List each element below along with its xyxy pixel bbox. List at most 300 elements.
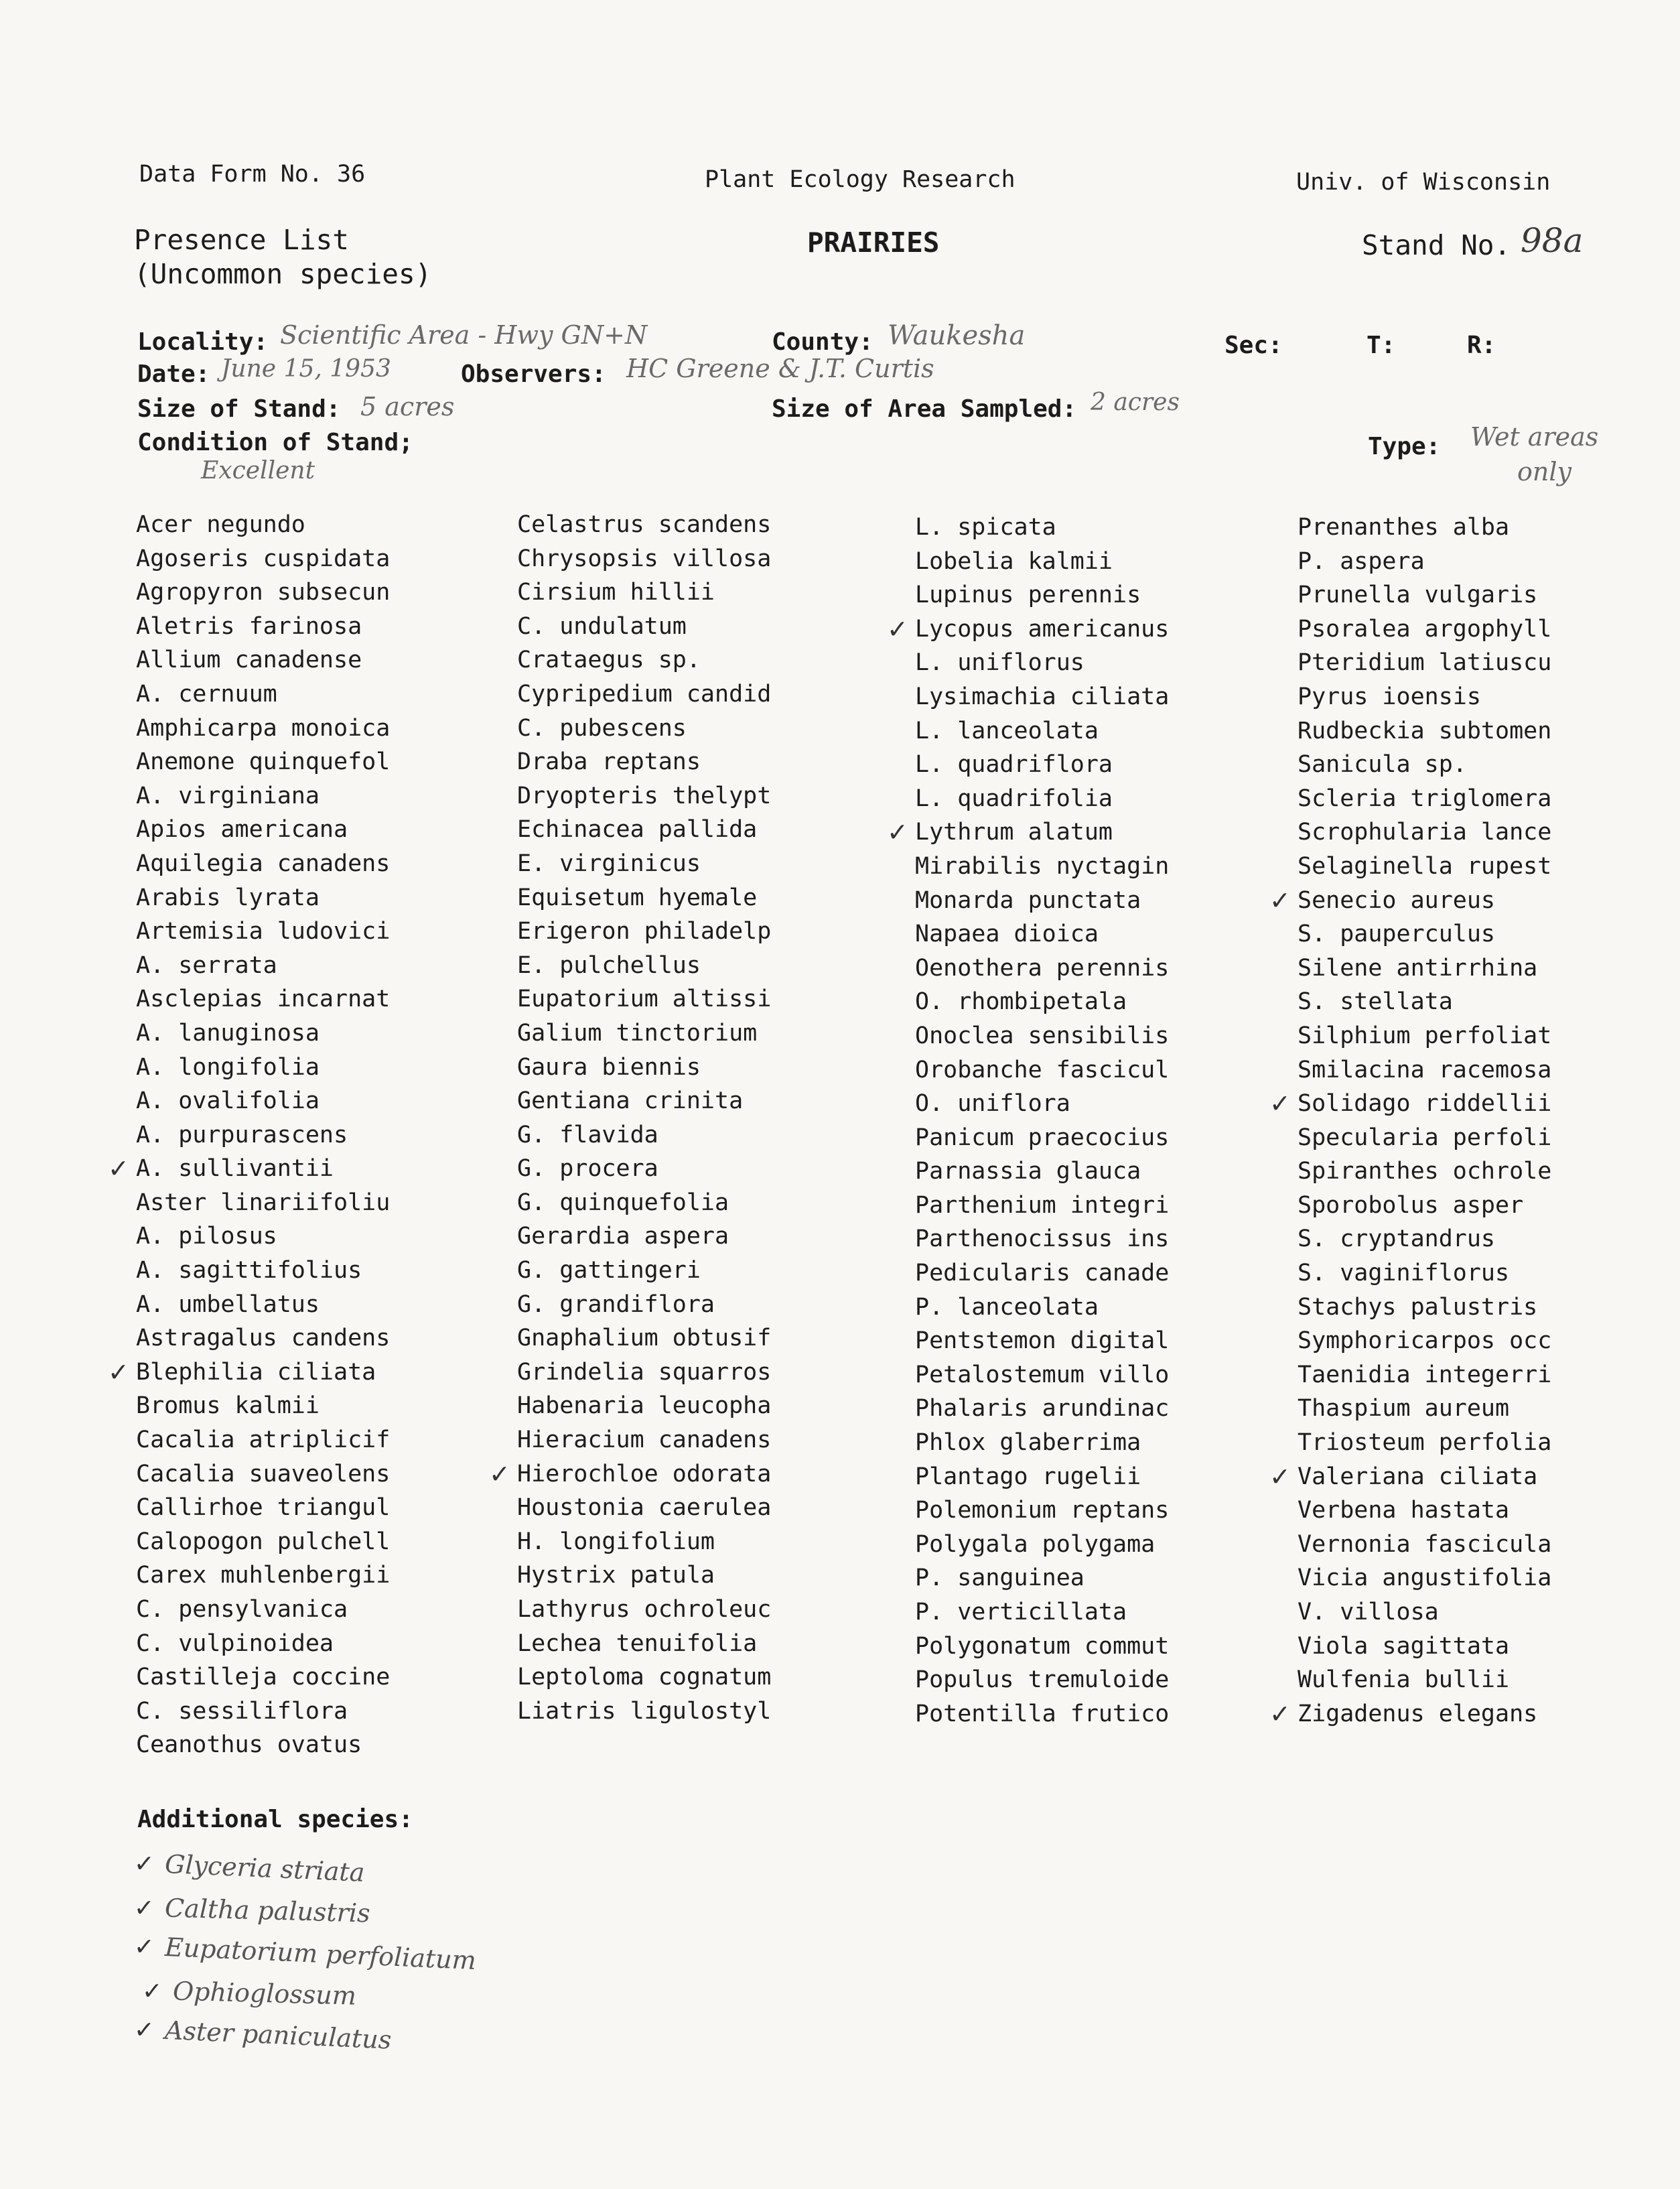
species-name: Silphium perfoliat xyxy=(1298,1022,1552,1049)
list-subtitle: (Uncommon species) xyxy=(134,258,432,290)
species-name: Senecio aureus xyxy=(1298,886,1496,914)
species-name: Eupatorium altissi xyxy=(517,986,772,1013)
species-item xyxy=(517,712,771,746)
check-mark-icon: ✓ xyxy=(1269,885,1291,915)
species-item xyxy=(915,850,1169,884)
species-name: Panicum praecocius xyxy=(915,1124,1170,1151)
species-name: Aquilegia canadens xyxy=(136,850,391,877)
species-item xyxy=(517,1118,771,1152)
species-item xyxy=(108,1355,390,1390)
species-name: Galium tinctorium xyxy=(517,1019,758,1047)
form-number: Data Form No. 36 xyxy=(139,161,366,188)
species-item xyxy=(136,949,390,983)
species-name: Parthenocissus ins xyxy=(915,1225,1170,1253)
species-item xyxy=(136,813,390,847)
check-mark-icon: ✓ xyxy=(108,1357,129,1387)
species-item xyxy=(136,1491,390,1525)
species-item xyxy=(1298,1630,1551,1664)
species-item xyxy=(517,881,771,915)
species-name: H. longifolium xyxy=(517,1528,715,1555)
species-column-3 xyxy=(887,511,1170,1731)
species-item xyxy=(136,1016,390,1051)
additional-species-list xyxy=(134,1849,476,2057)
species-name: S. pauperculus xyxy=(1298,921,1496,948)
species-name: Stachys palustris xyxy=(1298,1293,1538,1321)
check-mark-icon: ✓ xyxy=(141,1977,163,2006)
species-item xyxy=(915,1595,1169,1630)
species-item xyxy=(915,917,1169,951)
species-name: Parthenium integri xyxy=(915,1191,1170,1219)
species-item xyxy=(915,680,1169,714)
observers-value: HC Greene & J.T. Curtis xyxy=(626,354,934,383)
species-name: Prenanthes alba xyxy=(1298,514,1510,541)
species-item xyxy=(136,712,390,746)
species-item xyxy=(915,748,1169,782)
species-name: Lysimachia ciliata xyxy=(915,683,1170,710)
species-name: Verbena hastata xyxy=(1298,1497,1510,1524)
species-item xyxy=(915,1697,1169,1731)
species-name: Celastrus scandens xyxy=(517,511,772,538)
check-mark-icon: ✓ xyxy=(887,614,908,644)
species-item xyxy=(136,643,390,677)
species-item xyxy=(915,951,1169,986)
species-item xyxy=(1298,1426,1551,1460)
species-name: Dryopteris thelypt xyxy=(517,782,772,809)
species-item xyxy=(1298,1528,1551,1562)
species-item xyxy=(136,915,390,949)
species-name: Gentiana crinita xyxy=(517,1087,744,1115)
species-item xyxy=(136,1186,390,1220)
species-item xyxy=(136,1627,390,1661)
species-item xyxy=(517,949,771,983)
species-item xyxy=(136,1695,390,1729)
species-item xyxy=(136,779,390,813)
species-item xyxy=(136,1457,390,1491)
species-item xyxy=(517,1423,771,1457)
species-item xyxy=(915,1358,1169,1392)
species-item xyxy=(136,982,390,1016)
species-item xyxy=(1269,1460,1551,1494)
species-name: Cirsium hillii xyxy=(517,579,715,606)
species-name: Parnassia glauca xyxy=(915,1158,1141,1185)
species-item xyxy=(489,1457,772,1491)
species-name: C. vulpinoidea xyxy=(136,1630,334,1657)
species-name: O. uniflora xyxy=(915,1090,1070,1118)
species-item xyxy=(517,1525,771,1559)
species-item xyxy=(136,1254,390,1288)
species-name: Callirhoe triangul xyxy=(136,1494,391,1522)
species-item xyxy=(915,511,1169,545)
species-item xyxy=(1298,815,1551,850)
species-item xyxy=(915,884,1169,918)
species-item xyxy=(517,915,771,949)
species-name: C. undulatum xyxy=(517,612,687,640)
species-name: Apios americana xyxy=(136,816,348,844)
species-name: Agoseris cuspidata xyxy=(136,545,391,572)
species-name: Napaea dioica xyxy=(915,921,1099,948)
species-item xyxy=(1298,578,1551,612)
check-mark-icon: ✓ xyxy=(887,817,908,848)
species-item xyxy=(1298,1392,1551,1426)
species-name: Plantago rugelii xyxy=(915,1463,1141,1490)
species-item xyxy=(517,643,771,677)
species-name: Lobelia kalmii xyxy=(915,547,1113,575)
species-item xyxy=(517,1051,771,1085)
species-name: Potentilla frutico xyxy=(915,1700,1170,1727)
species-name: Erigeron philadelp xyxy=(517,918,772,945)
t-label: T: xyxy=(1367,332,1396,359)
species-item xyxy=(915,1324,1169,1358)
species-item xyxy=(136,677,390,712)
species-item xyxy=(517,779,771,813)
species-name: Wulfenia bullii xyxy=(1298,1666,1510,1694)
species-name: A. virginiana xyxy=(136,782,320,809)
species-name: Gerardia aspera xyxy=(517,1223,729,1250)
species-name: Equisetum hyemale xyxy=(517,884,758,911)
species-item xyxy=(1298,1290,1551,1325)
species-item xyxy=(136,508,390,542)
check-mark-icon: ✓ xyxy=(1269,1461,1291,1491)
species-item xyxy=(1269,1087,1552,1121)
stand-value: 98a xyxy=(1521,221,1584,260)
species-name: Calopogon pulchell xyxy=(136,1528,391,1555)
observers-label: Observers: xyxy=(461,360,606,388)
species-item xyxy=(915,1460,1169,1494)
species-item xyxy=(1298,1154,1551,1189)
species-item xyxy=(136,1423,390,1457)
species-item xyxy=(1298,782,1551,816)
species-item xyxy=(517,576,771,610)
date-label: Date: xyxy=(137,360,210,388)
species-item xyxy=(136,1321,390,1355)
species-item xyxy=(517,813,771,847)
species-name: Viola sagittata xyxy=(1298,1632,1510,1660)
species-item xyxy=(517,1627,771,1661)
check-mark-icon: ✓ xyxy=(489,1459,510,1489)
species-item xyxy=(517,508,771,542)
species-name: Selaginella rupest xyxy=(1298,852,1552,880)
species-name: L. uniflorus xyxy=(915,649,1084,677)
species-item xyxy=(1298,680,1551,714)
species-item xyxy=(136,576,390,610)
size-stand-value: 5 acres xyxy=(360,392,455,421)
species-name: E. virginicus xyxy=(517,850,701,877)
size-stand-label: Size of Stand: xyxy=(137,395,341,423)
species-item xyxy=(136,1288,390,1322)
species-item xyxy=(887,612,1170,647)
species-name: Liatris ligulostyl xyxy=(517,1697,772,1725)
species-name: Valeriana ciliata xyxy=(1298,1463,1538,1490)
species-name: L. spicata xyxy=(915,514,1056,541)
species-name: A. lanuginosa xyxy=(136,1019,320,1047)
species-name: Triosteum perfolia xyxy=(1298,1429,1552,1457)
size-area-value: 2 acres xyxy=(1091,389,1180,416)
species-name: Vicia angustifolia xyxy=(1298,1565,1552,1592)
species-name: P. aspera xyxy=(1298,547,1425,575)
species-name: V. villosa xyxy=(1298,1599,1439,1626)
species-name: Phlox glaberrima xyxy=(915,1429,1141,1457)
species-item xyxy=(517,1288,771,1322)
species-name: A. sagittifolius xyxy=(136,1257,362,1284)
species-name: A. umbellatus xyxy=(136,1290,320,1318)
species-name: G. quinquefolia xyxy=(517,1189,729,1216)
species-item xyxy=(136,745,390,779)
species-name: Habenaria leucopha xyxy=(517,1392,772,1420)
species-item xyxy=(915,545,1169,579)
species-item xyxy=(517,1152,771,1186)
category-title: PRAIRIES xyxy=(807,226,940,259)
species-name: Polemonium reptans xyxy=(915,1497,1170,1524)
species-item xyxy=(136,1593,390,1627)
additional-species-name: Aster paniculatus xyxy=(164,2015,393,2055)
check-mark-icon: ✓ xyxy=(133,2015,155,2045)
species-name: Specularia perfoli xyxy=(1298,1124,1552,1151)
species-item xyxy=(517,847,771,881)
species-item xyxy=(915,1290,1169,1325)
species-item xyxy=(517,610,771,644)
species-name: Grindelia squarros xyxy=(517,1358,772,1386)
species-name: Prunella vulgaris xyxy=(1298,582,1538,609)
species-name: S. stellata xyxy=(1298,988,1453,1016)
species-item xyxy=(915,985,1169,1019)
check-mark-icon: ✓ xyxy=(1269,1699,1291,1729)
species-item xyxy=(915,1154,1169,1189)
species-name: Artemisia ludovici xyxy=(136,918,391,945)
species-column-1 xyxy=(108,508,391,1762)
species-name: Smilacina racemosa xyxy=(1298,1056,1552,1083)
species-name: Hystrix patula xyxy=(517,1562,715,1589)
species-item xyxy=(108,1152,390,1186)
species-item xyxy=(1298,917,1551,951)
species-name: Ceanothus ovatus xyxy=(136,1731,362,1759)
species-name: Pyrus ioensis xyxy=(1298,683,1481,710)
species-item xyxy=(915,1053,1169,1087)
species-name: Cypripedium candid xyxy=(517,680,772,708)
species-name: Mirabilis nyctagin xyxy=(915,852,1170,880)
species-name: Hieracium canadens xyxy=(517,1427,772,1454)
species-item xyxy=(915,1392,1169,1426)
species-name: Rudbeckia subtomen xyxy=(1298,717,1552,744)
species-item xyxy=(136,1219,390,1254)
species-name: C. sessiliflora xyxy=(136,1697,348,1725)
species-name: Solidago riddellii xyxy=(1298,1090,1552,1118)
species-name: Arabis lyrata xyxy=(136,884,320,911)
species-item xyxy=(1298,545,1551,579)
species-name: A. longifolia xyxy=(136,1053,320,1081)
species-item xyxy=(517,1219,771,1254)
species-item xyxy=(915,782,1169,816)
species-column-4 xyxy=(1269,511,1552,1731)
species-name: Carex muhlenbergii xyxy=(136,1562,391,1589)
species-item xyxy=(915,1087,1169,1121)
species-item xyxy=(915,1189,1169,1223)
species-name: Astragalus candens xyxy=(136,1325,391,1352)
species-item xyxy=(915,714,1169,748)
species-item xyxy=(1298,1494,1551,1528)
species-name: O. rhombipetala xyxy=(915,988,1127,1016)
species-item xyxy=(915,1561,1169,1595)
species-name: S. cryptandrus xyxy=(1298,1225,1496,1253)
species-name: Phalaris arundinac xyxy=(915,1395,1170,1422)
date-value: June 15, 1953 xyxy=(221,355,391,383)
stand-label: Stand No. xyxy=(1362,229,1511,261)
species-item xyxy=(1298,612,1551,647)
additional-species-name: Ophioglossum xyxy=(172,1976,357,2011)
species-item xyxy=(517,1084,771,1118)
species-name: Anemone quinquefol xyxy=(136,748,391,776)
species-name: L. quadriflora xyxy=(915,751,1113,779)
species-item xyxy=(517,1491,771,1525)
species-name: Gnaphalium obtusif xyxy=(517,1325,772,1352)
species-name: Houstonia caerulea xyxy=(517,1494,772,1522)
species-name: Castilleja coccine xyxy=(136,1664,391,1691)
species-name: Polygonatum commut xyxy=(915,1632,1170,1660)
species-name: Petalostemum villo xyxy=(915,1361,1170,1388)
species-item xyxy=(1298,1222,1551,1256)
species-name: Echinacea pallida xyxy=(517,816,758,844)
species-name: Pteridium latiuscu xyxy=(1298,649,1552,677)
locality-value: Scientific Area - Hwy GN+N xyxy=(280,320,648,350)
species-name: Asclepias incarnat xyxy=(136,986,391,1013)
species-item xyxy=(915,1663,1169,1697)
additional-species-name: Caltha palustris xyxy=(164,1893,371,1928)
species-item xyxy=(1298,1358,1551,1392)
species-name: Gaura biennis xyxy=(517,1053,701,1081)
species-item xyxy=(517,1016,771,1051)
species-item xyxy=(1298,951,1551,986)
species-name: Lathyrus ochroleuc xyxy=(517,1596,772,1623)
species-item xyxy=(517,542,771,576)
condition-label: Condition of Stand; xyxy=(137,429,413,456)
species-name: Scrophularia lance xyxy=(1298,819,1552,846)
species-name: C. pubescens xyxy=(517,714,687,742)
species-item xyxy=(517,745,771,779)
species-item xyxy=(915,646,1169,680)
species-name: Pentstemon digital xyxy=(915,1327,1170,1355)
species-item xyxy=(517,1321,771,1355)
species-item xyxy=(1298,1561,1551,1595)
species-name: G. gattingeri xyxy=(517,1257,701,1284)
species-item xyxy=(887,815,1169,850)
species-name: Bromus kalmii xyxy=(136,1392,320,1420)
species-name: Monarda punctata xyxy=(915,886,1141,914)
size-area-label: Size of Area Sampled: xyxy=(772,395,1077,423)
species-item xyxy=(517,1593,771,1627)
species-item xyxy=(136,1084,390,1118)
species-name: Polygala polygama xyxy=(915,1530,1156,1558)
species-item xyxy=(915,1256,1169,1290)
additional-species-name: Eupatorium perfoliatum xyxy=(164,1932,477,1976)
species-name: Taenidia integerri xyxy=(1298,1361,1552,1388)
species-item xyxy=(517,982,771,1016)
species-name: L. quadrifolia xyxy=(915,785,1113,812)
species-item xyxy=(1298,1324,1551,1358)
species-name: G. procera xyxy=(517,1155,658,1183)
species-name: Spiranthes ochrole xyxy=(1298,1158,1552,1185)
species-item xyxy=(915,1630,1169,1664)
species-item xyxy=(1269,884,1551,918)
sec-label: Sec: xyxy=(1224,332,1283,359)
species-name: P. sanguinea xyxy=(915,1565,1084,1592)
species-item xyxy=(517,1186,771,1220)
species-item xyxy=(517,1660,771,1695)
list-title: Presence List xyxy=(134,224,349,256)
species-item xyxy=(1298,1595,1551,1630)
species-name: Lycopus americanus xyxy=(915,615,1170,643)
species-name: Pedicularis canade xyxy=(915,1260,1170,1287)
species-item xyxy=(136,1525,390,1559)
species-name: A. purpurascens xyxy=(136,1121,348,1148)
species-name: Hierochloe odorata xyxy=(517,1460,772,1487)
species-item xyxy=(1298,1189,1551,1223)
species-name: P. verticillata xyxy=(915,1599,1127,1626)
species-item xyxy=(136,542,390,576)
check-mark-icon: ✓ xyxy=(108,1154,129,1184)
species-item xyxy=(136,847,390,881)
species-name: Lythrum alatum xyxy=(915,819,1113,846)
species-name: Zigadenus elegans xyxy=(1298,1700,1538,1727)
species-item xyxy=(1298,748,1551,782)
species-name: Cacalia atriplicif xyxy=(136,1427,391,1454)
species-name: Psoralea argophyll xyxy=(1298,615,1552,643)
species-name: L. lanceolata xyxy=(915,717,1099,744)
species-item xyxy=(1298,1019,1551,1053)
species-name: Lupinus perennis xyxy=(915,582,1141,609)
species-name: Thaspium aureum xyxy=(1298,1395,1510,1422)
species-item xyxy=(1298,714,1551,748)
species-name: P. lanceolata xyxy=(915,1293,1099,1321)
additional-species-name: Glyceria striata xyxy=(164,1849,366,1887)
species-item xyxy=(1298,985,1551,1019)
species-item xyxy=(136,881,390,915)
county-value: Waukesha xyxy=(888,320,1026,351)
check-mark-icon: ✓ xyxy=(133,1894,155,1923)
species-name: Blephilia ciliata xyxy=(136,1358,376,1386)
species-item xyxy=(1298,1256,1551,1290)
species-name: Onoclea sensibilis xyxy=(915,1022,1170,1049)
check-mark-icon: ✓ xyxy=(133,1849,155,1879)
university-name: Univ. of Wisconsin xyxy=(1296,169,1551,196)
species-item xyxy=(915,578,1169,612)
species-name: Leptoloma cognatum xyxy=(517,1664,772,1691)
species-name: Amphicarpa monoica xyxy=(136,714,391,742)
county-label: County: xyxy=(772,328,873,356)
type-value-line2: only xyxy=(1517,457,1571,486)
r-label: R: xyxy=(1467,332,1496,359)
species-name: Sanicula sp. xyxy=(1298,751,1467,779)
species-item xyxy=(1298,511,1551,545)
type-value-line1: Wet areas xyxy=(1470,422,1599,452)
species-item xyxy=(915,1494,1169,1528)
check-mark-icon: ✓ xyxy=(133,1932,155,1962)
species-column-2 xyxy=(489,508,772,1728)
species-item xyxy=(915,1121,1169,1155)
species-item xyxy=(136,610,390,644)
locality-label: Locality: xyxy=(137,328,269,356)
condition-value: Excellent xyxy=(201,457,316,484)
species-name: Crataegus sp. xyxy=(517,647,701,674)
species-name: Populus tremuloide xyxy=(915,1666,1170,1694)
species-name: Symphoricarpos occ xyxy=(1298,1327,1552,1355)
check-mark-icon: ✓ xyxy=(1269,1089,1291,1119)
species-name: Orobanche fascicul xyxy=(915,1056,1170,1083)
species-name: Vernonia fascicula xyxy=(1298,1530,1552,1558)
species-item xyxy=(517,1695,771,1729)
species-item xyxy=(1298,850,1551,884)
species-name: A. sullivantii xyxy=(136,1155,334,1183)
species-item xyxy=(517,1558,771,1593)
species-item xyxy=(136,1118,390,1152)
